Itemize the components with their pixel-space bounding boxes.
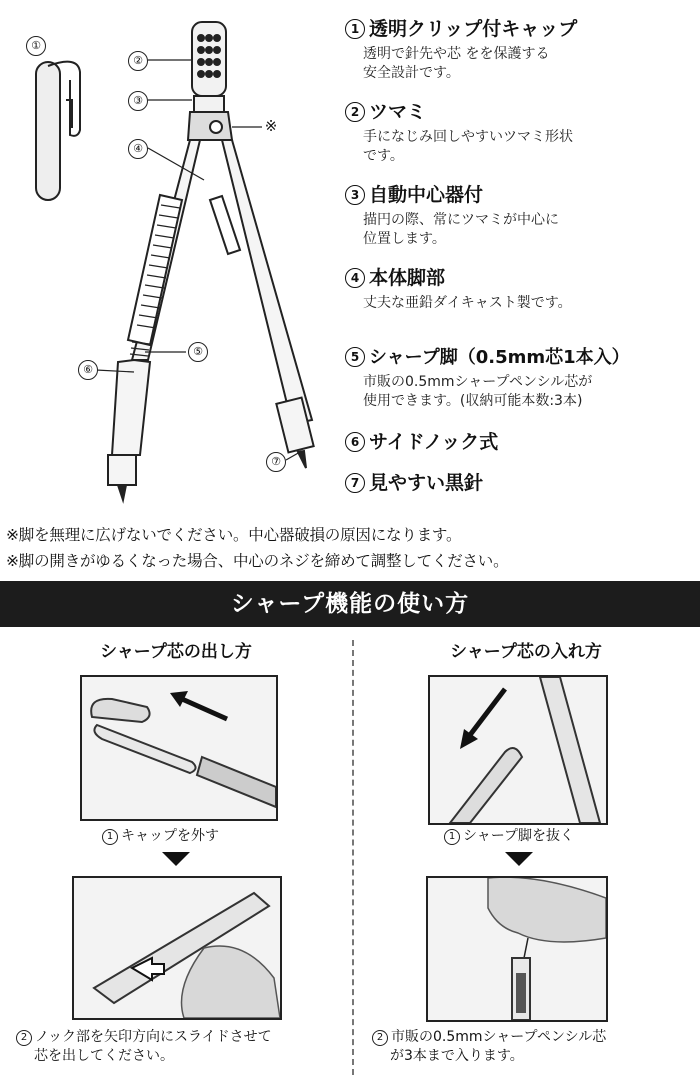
- feature-item-3: [345, 180, 559, 249]
- feature-desc-4a: 丈夫な亜鉛ダイキャスト製です。: [363, 295, 572, 311]
- pencil-leg-drawing: [108, 140, 200, 500]
- feature-title-4: 4 本体脚部: [345, 263, 572, 290]
- feature-desc-5a: 市販の0.5mmシャープペンシル芯が: [363, 374, 593, 390]
- section-banner: シャープ機能の使い方: [0, 581, 700, 627]
- callout-6: ⑥: [78, 360, 98, 380]
- feature-item-7: [345, 468, 483, 495]
- callout-7: ⑦: [266, 452, 286, 472]
- feature-desc-3b: 位置します。: [363, 231, 446, 247]
- right-step1-caption: 1 シャープ脚を抜く: [444, 825, 574, 845]
- compass-illustration: [0, 0, 330, 520]
- callout-3: ③: [128, 91, 148, 111]
- feature-title-6: 6 サイドノック式: [345, 427, 498, 454]
- left-photo-1: [80, 675, 278, 821]
- callout-5: ⑤: [188, 342, 208, 362]
- right-step-arrow: [505, 852, 533, 866]
- feature-desc-5b: 使用できます。(収納可能本数:3本): [363, 393, 583, 409]
- feature-desc-1b: 安全設計です。: [363, 65, 460, 81]
- right-column-heading: シャープ芯の入れ方: [450, 642, 602, 662]
- left-step-arrow: [162, 852, 190, 866]
- feature-item-5: [345, 343, 630, 411]
- feature-desc-2a: 手になじみ回しやすいツマミ形状: [363, 129, 573, 145]
- feature-desc-1a: 透明で針先や芯 をを保護する: [363, 46, 550, 62]
- feature-title-1: 1 透明クリップ付キャップ: [345, 14, 577, 41]
- feature-desc-2b: です。: [363, 148, 404, 164]
- left-photo-2: [72, 876, 282, 1020]
- knob-drawing: [192, 22, 226, 112]
- cap-drawing: [36, 62, 80, 200]
- right-step2-caption: 2 市販の0.5mmシャープペンシル芯 が3本まで入ります。: [372, 1028, 606, 1066]
- callout-4: ④: [128, 139, 148, 159]
- feature-item-2: [345, 97, 573, 166]
- note-1: ※脚を無理に広げないでください。中心器破損の原因になります。: [6, 526, 462, 544]
- callout-2: ②: [128, 51, 148, 71]
- callout-1: ①: [26, 36, 46, 56]
- right-photo-2: [426, 876, 608, 1022]
- callout-asterisk: ※: [262, 117, 280, 135]
- needle-leg-drawing: [210, 140, 314, 468]
- left-column-heading: シャープ芯の出し方: [100, 642, 252, 662]
- left-step2-caption: 2 ノック部を矢印方向にスライドさせて 芯を出してください。: [16, 1028, 272, 1066]
- feature-title-2: 2 ツマミ: [345, 97, 573, 124]
- hinge-drawing: [188, 112, 232, 140]
- feature-title-5: 5 シャープ脚（0.5mm芯1本入）: [345, 343, 630, 369]
- feature-desc-3a: 描円の際、常にツマミが中心に: [363, 212, 559, 228]
- left-step1-caption: 1 キャップを外す: [102, 825, 219, 845]
- feature-item-4: [345, 263, 572, 313]
- right-photo-1: [428, 675, 608, 825]
- feature-item-1: [345, 14, 577, 83]
- note-2: ※脚の開きがゆるくなった場合、中心のネジを締めて調整してください。: [6, 552, 509, 570]
- column-divider: [352, 640, 354, 1075]
- feature-title-3: 3 自動中心器付: [345, 180, 559, 207]
- feature-item-6: [345, 427, 498, 454]
- feature-title-7: 7 見やすい黒針: [345, 468, 483, 495]
